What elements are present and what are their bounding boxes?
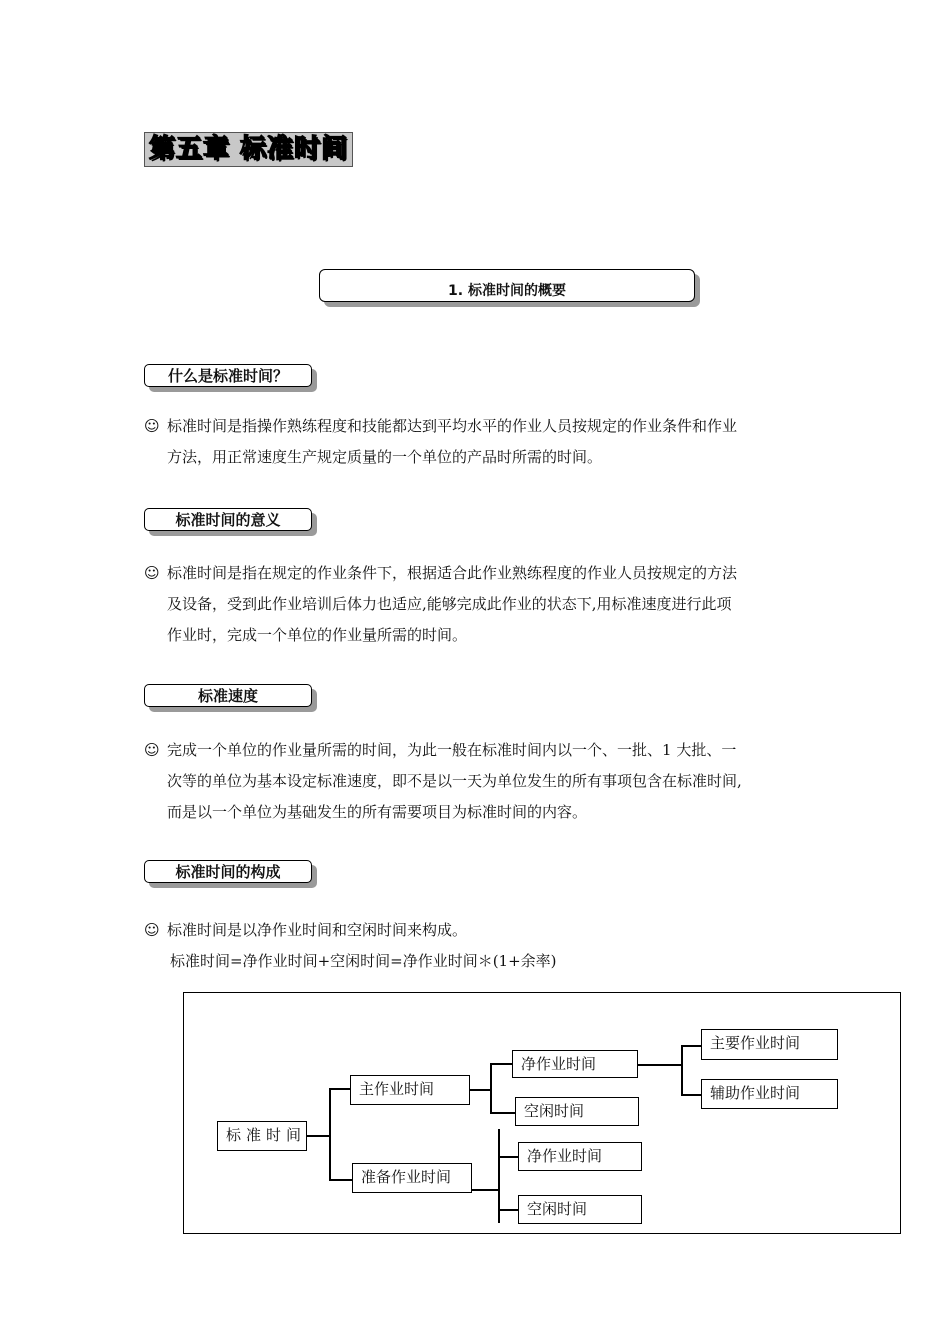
connector-line bbox=[681, 1045, 683, 1094]
paragraph-meaning bbox=[144, 558, 824, 651]
connector-line bbox=[638, 1064, 681, 1066]
smiley-icon: ☺ bbox=[144, 741, 160, 759]
paragraph-line: ☺ 标准时间是指操作熟练程度和技能都达到平均水平的作业人员按规定的作业条件和作业 bbox=[144, 411, 824, 442]
connector-line bbox=[470, 1089, 490, 1091]
diagram-main-work-box: 主作业时间 bbox=[350, 1075, 470, 1105]
paragraph-line: 而是以一个单位为基础发生的所有需要项目为标准时间的内容。 bbox=[167, 803, 588, 821]
connector-line bbox=[498, 1156, 518, 1158]
diagram-idle-prep-box: 空闲时间 bbox=[518, 1195, 642, 1224]
paragraph-line: 作业时，完成一个单位的作业量所需的时间。 bbox=[167, 626, 468, 644]
paragraph-line: 及设备，受到此作业培训后体力也适应,能够完成此作业的状态下,用标准速度进行此项 bbox=[167, 595, 732, 613]
smiley-icon: ☺ bbox=[144, 417, 160, 435]
connector-line bbox=[490, 1063, 512, 1065]
diagram-primary-work-box: 主要作业时间 bbox=[701, 1029, 838, 1060]
diagram-auxiliary-work-box: 辅助作业时间 bbox=[701, 1079, 838, 1109]
smiley-icon: ☺ bbox=[144, 921, 160, 939]
paragraph-line: ☺ 完成一个单位的作业量所需的时间，为此一般在标准时间内以一个、一批、1 大批、一 bbox=[144, 735, 824, 766]
smiley-icon: ☺ bbox=[144, 564, 160, 582]
paragraph-line: 方法，用正常速度生产规定质量的一个单位的产品时所需的时间。 bbox=[167, 448, 603, 466]
paragraph-composition bbox=[144, 915, 824, 946]
connector-line bbox=[498, 1209, 518, 1211]
connector-line bbox=[329, 1088, 331, 1180]
paragraph-line: ☺ 标准时间是以净作业时间和空闲时间来构成。 bbox=[144, 915, 824, 946]
paragraph-line: ☺ 标准时间是指在规定的作业条件下，根据适合此作业熟练程度的作业人员按规定的方法 bbox=[144, 558, 824, 589]
connector-line bbox=[329, 1088, 350, 1090]
connector-line bbox=[307, 1135, 329, 1137]
diagram-net-work-prep-box: 净作业时间 bbox=[518, 1142, 642, 1171]
paragraph-line: 次等的单位为基本设定标准速度，即不是以一天为单位发生的所有事项包含在标准时间, bbox=[167, 772, 742, 790]
connector-line bbox=[681, 1045, 701, 1047]
chapter-title: 第五章 标准时间 bbox=[144, 132, 353, 167]
standard-time-diagram bbox=[183, 992, 901, 1234]
connector-line bbox=[472, 1189, 498, 1191]
connector-line bbox=[490, 1112, 515, 1114]
diagram-prep-work-box: 准备作业时间 bbox=[352, 1163, 472, 1193]
diagram-idle-main-box: 空闲时间 bbox=[515, 1097, 639, 1126]
heading-composition: 标准时间的构成 bbox=[144, 860, 312, 883]
diagram-net-work-main-box: 净作业时间 bbox=[512, 1050, 638, 1078]
paragraph-what-is bbox=[144, 411, 824, 473]
paragraph-speed bbox=[144, 735, 824, 828]
formula: 标准时间=净作业时间+空闲时间=净作业时间＊(1+余率) bbox=[170, 952, 557, 970]
connector-line bbox=[681, 1094, 701, 1096]
diagram-root-box: 标准时间 bbox=[217, 1121, 307, 1151]
heading-what-is: 什么是标准时间？ bbox=[144, 364, 312, 387]
connector-line bbox=[329, 1179, 352, 1181]
connector-line bbox=[490, 1063, 492, 1113]
section-banner: 1. 标准时间的概要 bbox=[319, 269, 695, 302]
heading-meaning: 标准时间的意义 bbox=[144, 508, 312, 531]
heading-speed: 标准速度 bbox=[144, 684, 312, 707]
